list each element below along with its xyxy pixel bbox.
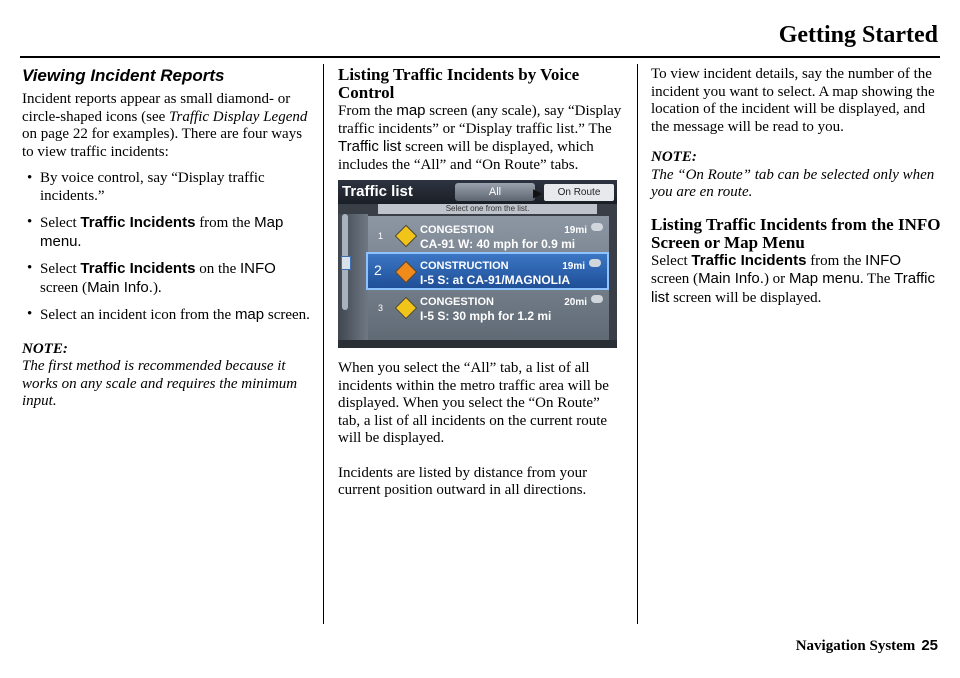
list-item — [368, 218, 609, 252]
header-rule — [20, 56, 940, 58]
paragraph: Incidents are listed by distance from your current position outward in all directions. — [338, 464, 588, 498]
text: Select an incident icon from the — [40, 307, 235, 323]
note-title: NOTE: — [22, 340, 68, 357]
page-number: 25 — [921, 637, 938, 654]
tab-on-route: On Route — [544, 184, 614, 201]
paragraph: When you select the “All” tab, a list of all incidents within the metro traffic area will be displayed. When you select the “On Route” tab, a list of all incidents on the current route will be displayed. — [338, 360, 609, 446]
text: screen will be displayed. — [669, 289, 822, 306]
screen-term: INFO — [240, 260, 276, 277]
direction-icon — [591, 295, 603, 303]
screen-term: map — [234, 306, 265, 323]
page-header-title: Getting Started — [778, 22, 938, 48]
direction-icon — [591, 223, 603, 231]
paragraph: To view incident details, say the number of the incident you want to select. A map showing the location of the incident will be displayed, and the message will be read to you. — [651, 66, 935, 135]
item-number: 1 — [378, 231, 384, 241]
section-heading: Listing Traffic Incidents by Voice Control — [338, 65, 580, 102]
menu-term: Traffic Incidents — [691, 251, 807, 269]
text: from the — [806, 252, 866, 269]
column-divider — [323, 64, 324, 624]
text: screen. — [264, 307, 310, 323]
text: Select — [40, 215, 81, 231]
paragraph — [651, 252, 941, 308]
incident-type: CONGESTION — [420, 224, 494, 236]
construction-icon — [395, 261, 418, 284]
screen-term: Traffic list — [338, 138, 402, 155]
text: . — [77, 233, 82, 250]
text: Incident reports appear as small diamond- or circle-shaped icons (see — [22, 91, 291, 125]
traffic-list-screenshot — [338, 180, 617, 348]
screen-term: Main Info. — [698, 270, 764, 287]
incident-distance: 19mi — [562, 261, 585, 272]
text: on the — [195, 261, 241, 277]
section-heading: Listing Traffic Incidents from the INFO Screen or Map Menu — [651, 214, 941, 252]
list-item-selected — [366, 252, 609, 290]
screen-term: map — [396, 102, 426, 119]
screen-term: Traffic list — [651, 270, 935, 306]
list-item — [22, 214, 312, 251]
text: ). — [152, 279, 162, 296]
scrollbar-knob — [341, 256, 351, 270]
column-divider — [637, 64, 638, 624]
column-right — [651, 66, 941, 316]
screen-bottom-bezel — [338, 340, 617, 348]
text: . The — [859, 271, 895, 287]
play-arrow-icon: ▶ — [533, 186, 543, 200]
screen-term: Map menu — [788, 270, 860, 287]
screen-hint: Select one from the list. — [378, 204, 597, 214]
incident-distance: 20mi — [564, 297, 587, 308]
intro-paragraph — [22, 91, 312, 161]
footer-label: Navigation System — [795, 638, 916, 654]
congestion-icon — [395, 297, 418, 320]
section-heading: Viewing Incident Reports — [22, 66, 225, 85]
direction-icon — [589, 259, 601, 267]
text: By voice control, say “Display traffic incidents.” — [40, 170, 265, 204]
cross-reference: Traffic Display Legend — [169, 108, 308, 125]
text: on page 22 for examples). There are four ways to view traffic incidents: — [22, 126, 303, 160]
paragraph — [338, 102, 623, 174]
screen-term: Map menu — [40, 214, 284, 250]
menu-term: Traffic Incidents — [80, 214, 196, 231]
text: Select — [40, 261, 81, 277]
screen-title: Traffic list — [342, 183, 413, 200]
note-title: NOTE: — [651, 149, 697, 165]
list-item — [22, 170, 312, 205]
tab-all: All — [455, 183, 535, 201]
incident-list — [368, 216, 609, 340]
text: Select — [651, 252, 692, 269]
list-item — [22, 260, 312, 297]
text: screen (any scale), say “Display traffic incidents” or “Display traffic list.” The — [338, 103, 622, 137]
column-middle — [338, 66, 623, 509]
screen-term: Main Info. — [87, 278, 153, 296]
text: from the — [195, 215, 255, 231]
text: screen ( — [40, 279, 88, 296]
text: screen ( — [651, 271, 699, 287]
menu-term: Traffic Incidents — [80, 260, 196, 277]
item-number: 3 — [378, 303, 384, 313]
column-left — [22, 66, 312, 425]
list-item — [368, 290, 609, 324]
incident-description: I-5 S: 30 mph for 1.2 mi — [420, 309, 552, 323]
item-number: 2 — [374, 262, 382, 278]
text: From the — [338, 103, 397, 119]
congestion-icon — [395, 225, 418, 248]
text: screen will be displayed, which includes the “All” and “On Route” tabs. — [338, 139, 594, 173]
list-item — [22, 306, 312, 325]
incident-type: CONSTRUCTION — [420, 260, 509, 272]
page-footer — [796, 637, 938, 655]
incident-distance: 19mi — [564, 225, 587, 236]
incident-description: CA-91 W: 40 mph for 0.9 mi — [420, 237, 576, 251]
incident-description: I-5 S: at CA-91/MAGNOLIA — [420, 273, 571, 287]
incident-type: CONGESTION — [420, 296, 494, 308]
note-text: The “On Route” tab can be selected only when you are en route. — [651, 166, 935, 200]
screen-term: INFO — [865, 251, 902, 269]
note-text: The first method is recommended because it works on any scale and requires the minimum input. — [22, 358, 298, 409]
methods-list — [22, 170, 312, 325]
text: ) or — [763, 271, 789, 287]
